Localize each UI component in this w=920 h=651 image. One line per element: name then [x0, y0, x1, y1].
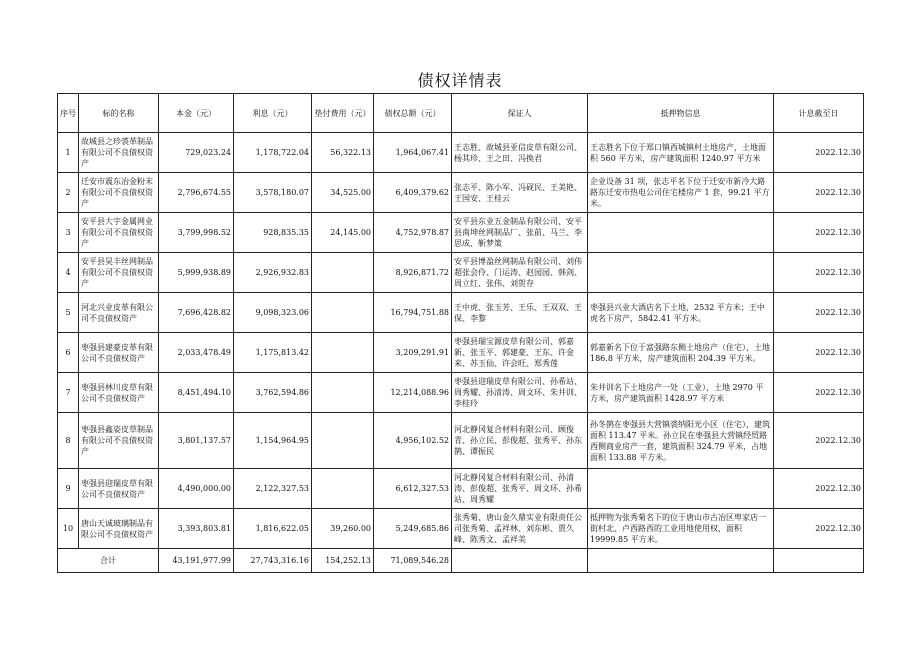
- interest-cell: 3,762,594.86: [234, 373, 312, 413]
- target-name: 安平县昊丰丝网制品有限公司不良债权资产: [79, 253, 159, 293]
- row-number: 6: [58, 333, 79, 373]
- target-name: 故城县之珍裘革制品有限公司不良债权资产: [79, 133, 159, 173]
- debt-table: [57, 93, 864, 573]
- principal-cell: 2,033,478.49: [159, 333, 234, 373]
- row-number: 7: [58, 373, 79, 413]
- interest-cell: 1,154,964.95: [234, 413, 312, 469]
- advance-cell: [312, 469, 374, 509]
- collateral-cell: [588, 469, 774, 509]
- header-advance: 垫付费用（元）: [312, 94, 374, 133]
- total-cell: 4,956,102.52: [374, 413, 452, 469]
- target-name: 枣强县建豪皮革有限公司不良债权资产: [79, 333, 159, 373]
- cutoff-cell: 2022.12.30: [774, 373, 864, 413]
- guarantor-cell: 安平县东业五金制品有限公司、安平县南坤丝网制品厂、张前、马兰、李思成、靳梦策: [452, 213, 588, 253]
- interest-cell: 1,178,722.04: [234, 133, 312, 173]
- table-row: [58, 413, 864, 469]
- collateral-cell: 郭嘉新名下位于富强路东侧土地房产（住宅），土地 186.8 平方米，房产建筑面积 204.39 平方米。: [588, 333, 774, 373]
- row-number: 1: [58, 133, 79, 173]
- advance-cell: [312, 333, 374, 373]
- table-row: [58, 253, 864, 293]
- guarantor-cell: 河北静冈复合材料有限公司、孙清涛、彭俊超、张秀平、周文环、孙希站、周秀耀: [452, 469, 588, 509]
- row-number: 9: [58, 469, 79, 509]
- totals-guarantor-empty: [452, 549, 588, 573]
- cutoff-cell: 2022.12.30: [774, 333, 864, 373]
- header-principal: 本金（元）: [159, 94, 234, 133]
- totals-advance: 154,252.13: [312, 549, 374, 573]
- target-name: 河北兴业皮革有限公司不良债权资产: [79, 293, 159, 333]
- total-cell: 16,794,751.88: [374, 293, 452, 333]
- guarantor-cell: 枣强县迎瑞皮草有限公司、孙希站、周秀耀、孙清涛、周文环、朱井训、李桂玲: [452, 373, 588, 413]
- collateral-cell: 企业设备 31 项，张志平名下位于迁安市新冷大路路东迁安市热电公司住宅楼房产 1 套，99.21 平方米。: [588, 173, 774, 213]
- guarantor-cell: 枣强县瑞宝源皮草有限公司、郭嘉新、张玉平、郭建豪、王东、许金来、苏玉仙、许会旺、郑秀莲: [452, 333, 588, 373]
- table-row: [58, 293, 864, 333]
- header-interest: 利息（元）: [234, 94, 312, 133]
- advance-cell: [312, 293, 374, 333]
- guarantor-cell: 王中虎、张玉芳、王乐、王双双、王保、李黎: [452, 293, 588, 333]
- total-cell: 4,752,978.87: [374, 213, 452, 253]
- cutoff-cell: 2022.12.30: [774, 509, 864, 549]
- row-number: 8: [58, 413, 79, 469]
- interest-cell: 1,816,622.05: [234, 509, 312, 549]
- header-row: [58, 94, 864, 133]
- table-row: [58, 469, 864, 509]
- guarantor-cell: 张志平、陈小军、冯砚民、王美艳、王国安、王桂云: [452, 173, 588, 213]
- totals-collateral-empty: [588, 549, 774, 573]
- advance-cell: 56,322.13: [312, 133, 374, 173]
- header-no: 序号: [58, 94, 79, 133]
- collateral-cell: 枣强县兴业大酒店名下土地，2532 平方米；王中虎名下房产，5842.41 平方米。: [588, 293, 774, 333]
- target-name: 枣强县迎瑞皮草有限公司不良债权资产: [79, 469, 159, 509]
- totals-label: 合计: [58, 549, 159, 573]
- principal-cell: 3,801,137.57: [159, 413, 234, 469]
- principal-cell: 3,393,803.81: [159, 509, 234, 549]
- collateral-cell: [588, 213, 774, 253]
- cutoff-cell: 2022.12.30: [774, 133, 864, 173]
- row-number: 5: [58, 293, 79, 333]
- header-name: 标的名称: [79, 94, 159, 133]
- target-name: 枣强县鑫姿皮草制品有限公司不良债权资产: [79, 413, 159, 469]
- cutoff-cell: 2022.12.30: [774, 253, 864, 293]
- advance-cell: 34,525.00: [312, 173, 374, 213]
- principal-cell: 4,490,000.00: [159, 469, 234, 509]
- totals-row: [58, 549, 864, 573]
- principal-cell: 7,696,428.82: [159, 293, 234, 333]
- advance-cell: [312, 253, 374, 293]
- table-row: [58, 173, 864, 213]
- interest-cell: 1,175,813.42: [234, 333, 312, 373]
- principal-cell: 3,799,998.52: [159, 213, 234, 253]
- total-cell: 6,612,327.53: [374, 469, 452, 509]
- advance-cell: 24,145.00: [312, 213, 374, 253]
- collateral-cell: 抵押物为张秀菊名下的位于唐山市古冶区卑家店一街村北、卢西路西的工业用地使用权，面积 19999.85 平方米。: [588, 509, 774, 549]
- interest-cell: 2,926,932.83: [234, 253, 312, 293]
- guarantor-cell: 王志胜、故城县亚信皮草有限公司、杨其珍、王之田、冯换君: [452, 133, 588, 173]
- interest-cell: 3,578,180.07: [234, 173, 312, 213]
- cutoff-cell: 2022.12.30: [774, 469, 864, 509]
- total-cell: 1,964,067.41: [374, 133, 452, 173]
- table-row: [58, 373, 864, 413]
- header-cutoff: 计息截至日: [774, 94, 864, 133]
- collateral-cell: 孙冬鹊在枣强县大营镇裘纳阳光小区（住宅），建筑面积 113.47 平米。孙立民在枣强县大营镇经贸路西侧商业房产一套，建筑面积 324.79 平米，占地面积 133.88 平方米。: [588, 413, 774, 469]
- header-guarantor: 保证人: [452, 94, 588, 133]
- principal-cell: 729,023.24: [159, 133, 234, 173]
- row-number: 2: [58, 173, 79, 213]
- guarantor-cell: 张秀菊、唐山金久鼎实业有限责任公司张秀菊、孟祥林、刘东彬、贾久峰、陈秀文、孟祥美: [452, 509, 588, 549]
- totals-principal: 43,191,977.99: [159, 549, 234, 573]
- table-row: [58, 213, 864, 253]
- total-cell: 8,926,871.72: [374, 253, 452, 293]
- guarantor-cell: 河北静冈复合材料有限公司、顾俊青、孙立民、彭俊超、张秀平、孙东鹊、谭振民: [452, 413, 588, 469]
- total-cell: 5,249,685.86: [374, 509, 452, 549]
- header-collateral: 抵押物信息: [588, 94, 774, 133]
- total-cell: 3,209,291.91: [374, 333, 452, 373]
- header-total: 债权总额（元）: [374, 94, 452, 133]
- interest-cell: 928,835.35: [234, 213, 312, 253]
- table-row: [58, 509, 864, 549]
- guarantor-cell: 安平县博盈丝网制品有限公司、刘伟超张会伶、门运涛、赵园园、韩剑、周立红、张伟、刘贺存: [452, 253, 588, 293]
- collateral-cell: 朱井训名下土地房产一处（工业），土地 2970 平方米，房产建筑面积 1428.97 平方米: [588, 373, 774, 413]
- advance-cell: [312, 373, 374, 413]
- page-title: 债权详情表: [417, 71, 503, 90]
- cutoff-cell: 2022.12.30: [774, 173, 864, 213]
- cutoff-cell: 2022.12.30: [774, 293, 864, 333]
- principal-cell: 8,451,494.10: [159, 373, 234, 413]
- cutoff-cell: 2022.12.30: [774, 413, 864, 469]
- table-row: [58, 333, 864, 373]
- principal-cell: 5,999,938.89: [159, 253, 234, 293]
- target-name: 迁安市震东冶金粉末有限公司不良债权资产: [79, 173, 159, 213]
- interest-cell: 9,098,323.06: [234, 293, 312, 333]
- total-cell: 6,409,379.62: [374, 173, 452, 213]
- collateral-cell: [588, 253, 774, 293]
- target-name: 安平县大宇金属网业有限公司不良债权资产: [79, 213, 159, 253]
- cutoff-cell: 2022.12.30: [774, 213, 864, 253]
- totals-cutoff-empty: [774, 549, 864, 573]
- interest-cell: 2,122,327.53: [234, 469, 312, 509]
- row-number: 4: [58, 253, 79, 293]
- advance-cell: [312, 413, 374, 469]
- totals-interest: 27,743,316.16: [234, 549, 312, 573]
- collateral-cell: 王志胜名下位于郑口镇西城镇村土地房产，土地面积 560 平方米，房产建筑面积 1240.97 平方米: [588, 133, 774, 173]
- target-name: 枣强县林川皮草有限公司不良债权资产: [79, 373, 159, 413]
- principal-cell: 2,796,674.55: [159, 173, 234, 213]
- row-number: 3: [58, 213, 79, 253]
- total-cell: 12,214,088.96: [374, 373, 452, 413]
- table-row: [58, 133, 864, 173]
- row-number: 10: [58, 509, 79, 549]
- advance-cell: 39,260.00: [312, 509, 374, 549]
- target-name: 唐山天诚玻璃制品有限公司不良债权资产: [79, 509, 159, 549]
- totals-total: 71,089,546.28: [374, 549, 452, 573]
